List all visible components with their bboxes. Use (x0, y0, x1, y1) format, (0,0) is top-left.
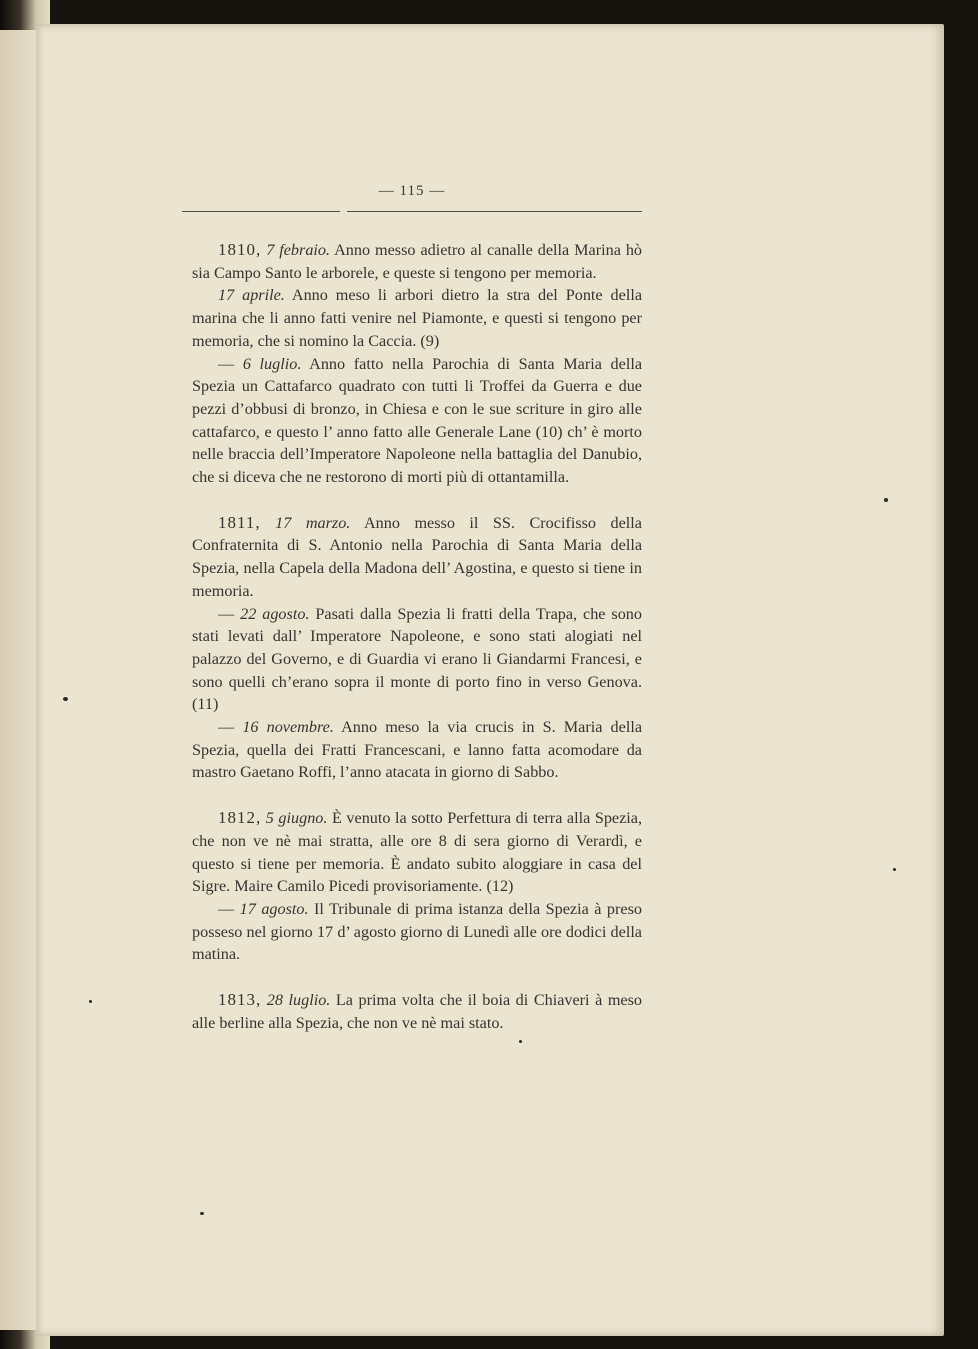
header-rule-left (182, 211, 340, 212)
entry: — 22 agosto. Pasati dalla Spezia li fratti della Trapa, che sono stati levati dall’ Imperatore Napoleone, e sono stati alogiati nel palazzo del Governo, e di Guardia vi erano li Giandarmi Francesi, e sono quelli ch’erano sopra il monte di porto fino in verso Genova. (11) (192, 604, 642, 714)
chronicle-text (192, 239, 642, 1035)
paper-speck (884, 498, 888, 502)
entry: 1810, 7 febraio. Anno messo adietro al canalle della Marina hò sia Campo Santo le arborele, e queste si tengono per memoria. (192, 240, 643, 282)
entry: — 16 novembre. Anno meso la via crucis in S. Maria della Spezia, quella dei Fratti Francescani, e lanno fatta acomodare da mastro Gaetano Roffi, l’anno atacata in giorno di Sabbo. (192, 718, 643, 782)
header-rule-right (347, 211, 642, 212)
paper-speck (89, 1000, 92, 1003)
paper-speck (519, 1040, 522, 1043)
entry: 1811, 17 marzo. Anno messo il SS. Crocifisso della Confraternita di S. Antonio nella Parochia di Santa Maria della Spezia, nella Capela della Madona dell’ Agostina, e questo si tiene in memoria. (192, 512, 642, 600)
paper-speck (893, 868, 896, 871)
paper-speck (200, 1212, 204, 1215)
entry: 1812, 5 giugno. È venuto la sotto Perfettura di terra alla Spezia, che non ve nè mai stratta, alle ore 8 di sera giorno di Verardì, e questo si tiene per memoria. È andato subito aloggiare in casa del Sigre. Maire Camilo Picedi provisoriamente. (12) (192, 808, 643, 896)
entry: — 17 agosto. Il Tribunale di prima istanza della Spezia à preso posseso nel giorno 17 d’ agosto giorno di Lunedì alle ore dodici della matina. (192, 899, 642, 964)
entry: — 6 luglio. Anno fatto nella Parochia di Santa Maria della Spezia un Cattafarco quadrato con tutti li Troffei da Guerra e due pezzi d’obbusi di bronzo, in Chiesa e con le sue scriture in giro alle cattafarco, e questo l’ anno fatto alle Generale Lane (10) ch’ è morto nelle braccia dell’Imperatore Napoleone nella battaglia del Danubio, che si diceva che ne restorono di morti più di ottantamilla. (192, 354, 642, 487)
page-number: — 115 — (378, 183, 446, 199)
entry: 17 aprile. Anno meso li arbori dietro la stra del Ponte della marina che li anno fatti venire nel Piamonte, e questi si tengono per memoria, che si nomino la Caccia. (9) (192, 286, 643, 350)
paper-speck (63, 697, 68, 701)
entry: 1813, 28 luglio. La prima volta che il boia di Chiaveri à meso alle berline alla Spezia, che non ve nè mai stato. (192, 990, 642, 1032)
